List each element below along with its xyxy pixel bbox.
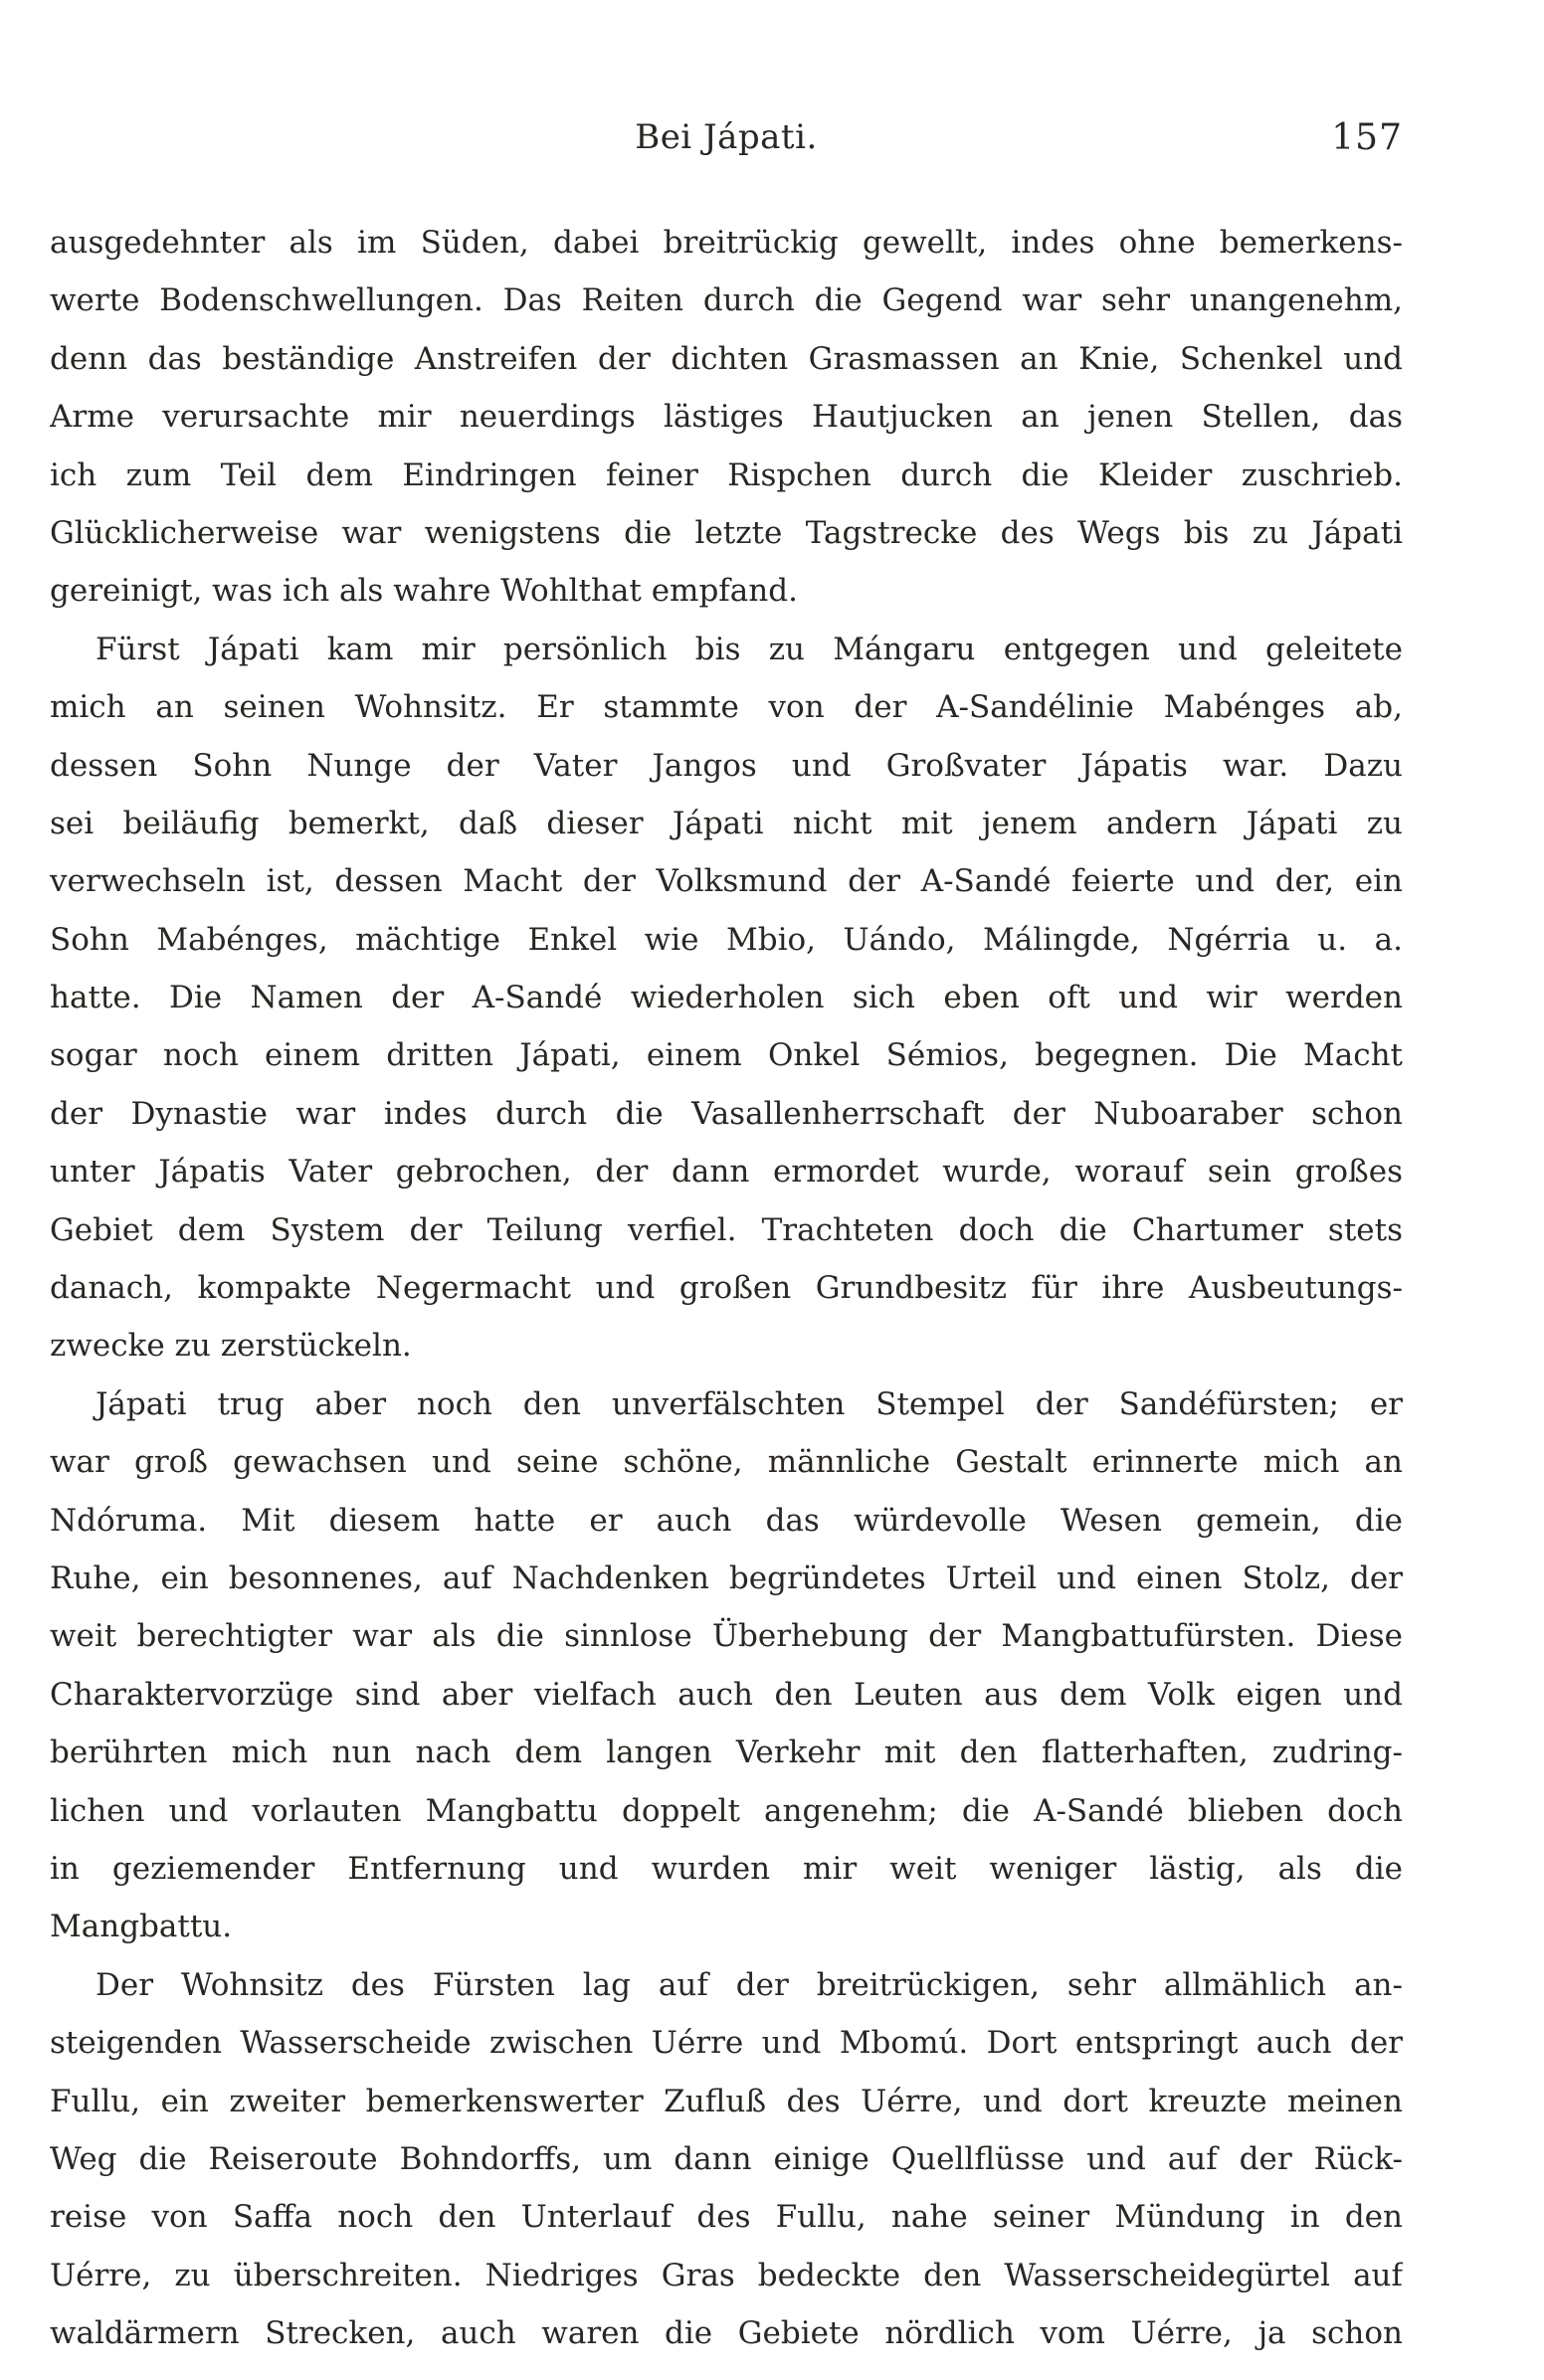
text-line: lichen und vorlauten Mangbattu doppelt angenehm; die A-Sandé blieben doch: [50, 1792, 1403, 1829]
text-line: der Dynastie war indes durch die Vasallenherrschaft der Nuboaraber schon: [50, 1095, 1403, 1132]
text-line: waldärmern Strecken, auch waren die Gebiete nördlich vom Uérre, ja schon: [50, 2315, 1403, 2352]
text-line: denn das beständige Anstreifen der dichten Grasmassen an Knie, Schenkel und: [50, 340, 1403, 377]
text-line: sei beiläufig bemerkt, daß dieser Jápati nicht mit jenem andern Jápati zu: [50, 805, 1403, 841]
text-line: war groß gewachsen und seine schöne, männliche Gestalt erinnerte mich an: [50, 1444, 1403, 1481]
text-line: Weg die Reiseroute Bohndorffs, um dann einige Quellflüsse und auf der Rück-: [50, 2140, 1403, 2177]
text-line: reise von Saffa noch den Unterlauf des Fullu, nahe seiner Mündung in den: [50, 2199, 1403, 2236]
text-line: Fürst Jápati kam mir persönlich bis zu Mángaru entgegen und geleitete: [96, 631, 1403, 667]
running-head: [50, 117, 1403, 177]
text-line: danach, kompakte Negermacht und großen Grundbesitz für ihre Ausbeutungs-: [50, 1270, 1403, 1307]
text-line: werte Bodenschwellungen. Das Reiten durch die Gegend war sehr unangenehm,: [50, 282, 1403, 319]
text-line: sogar noch einem dritten Jápati, einem Onkel Sémios, begegnen. Die Macht: [50, 1037, 1403, 1074]
text-line: ausgedehnter als im Süden, dabei breitrückig gewellt, indes ohne bemerkens-: [50, 225, 1403, 261]
text-line: Fullu, ein zweiter bemerkenswerter Zufluß des Uérre, und dort kreuzte meinen: [50, 2083, 1403, 2119]
text-line: mich an seinen Wohnsitz. Er stammte von der A-Sandélinie Mabénges ab,: [50, 689, 1403, 726]
text-line: Ndóruma. Mit diesem hatte er auch das würdevolle Wesen gemein, die: [50, 1502, 1403, 1539]
text-line: Der Wohnsitz des Fürsten lag auf der breitrückigen, sehr allmählich an-: [96, 1966, 1403, 2003]
text-line: Uérre, zu überschreiten. Niedriges Gras bedeckte den Wasserscheidegürtel auf: [50, 2257, 1403, 2293]
text-line: zwecke zu zerstückeln.: [50, 1328, 412, 1365]
text-line: Arme verursachte mir neuerdings lästiges Hautjucken an jenen Stellen, das: [50, 399, 1403, 436]
text-line: hatte. Die Namen der A-Sandé wiederholen sich eben oft und wir werden: [50, 980, 1403, 1016]
text-line: weit berechtigter war als die sinnlose Überhebung der Mangbattufürsten. Diese: [50, 1618, 1403, 1655]
text-line: Gebiet dem System der Teilung verfiel. Trachteten doch die Chartumer stets: [50, 1211, 1403, 1248]
text-line: Jápati trug aber noch den unverfälschten Stempel der Sandéfürsten; er: [96, 1385, 1403, 1422]
text-line: Ruhe, ein besonnenes, auf Nachdenken begründetes Urteil und einen Stolz, der: [50, 1559, 1403, 1596]
text-line: Mangbattu.: [50, 1909, 233, 1945]
text-line: steigenden Wasserscheide zwischen Uérre und Mbomú. Dort entspringt auch der: [50, 2025, 1403, 2062]
body-text: [50, 214, 1403, 2362]
text-line: Charaktervorzüge sind aber vielfach auch den Leuten aus dem Volk eigen und: [50, 1676, 1403, 1713]
text-line: verwechseln ist, dessen Macht der Volksmund der A-Sandé feierte und der, ein: [50, 863, 1403, 900]
text-line: unter Jápatis Vater gebrochen, der dann ermordet wurde, worauf sein großes: [50, 1154, 1403, 1190]
page-number: 157: [1331, 117, 1403, 158]
text-line: Glücklicherweise war wenigstens die letzte Tagstrecke des Wegs bis zu Jápati: [50, 514, 1403, 551]
text-line: in geziemender Entfernung und wurden mir weit weniger lästig, als die: [50, 1850, 1403, 1887]
text-line: ich zum Teil dem Eindringen feiner Rispchen durch die Kleider zuschrieb.: [50, 457, 1403, 493]
running-title: Bei Jápati.: [635, 117, 818, 157]
text-line: gereinigt, was ich als wahre Wohlthat empfand.: [50, 573, 798, 610]
text-line: berührten mich nun nach dem langen Verkehr mit den flatterhaften, zudring-: [50, 1735, 1403, 1771]
text-line: Sohn Mabénges, mächtige Enkel wie Mbio, Uándo, Málingde, Ngérria u. a.: [50, 921, 1403, 958]
text-line: dessen Sohn Nunge der Vater Jangos und Großvater Jápatis war. Dazu: [50, 747, 1403, 784]
